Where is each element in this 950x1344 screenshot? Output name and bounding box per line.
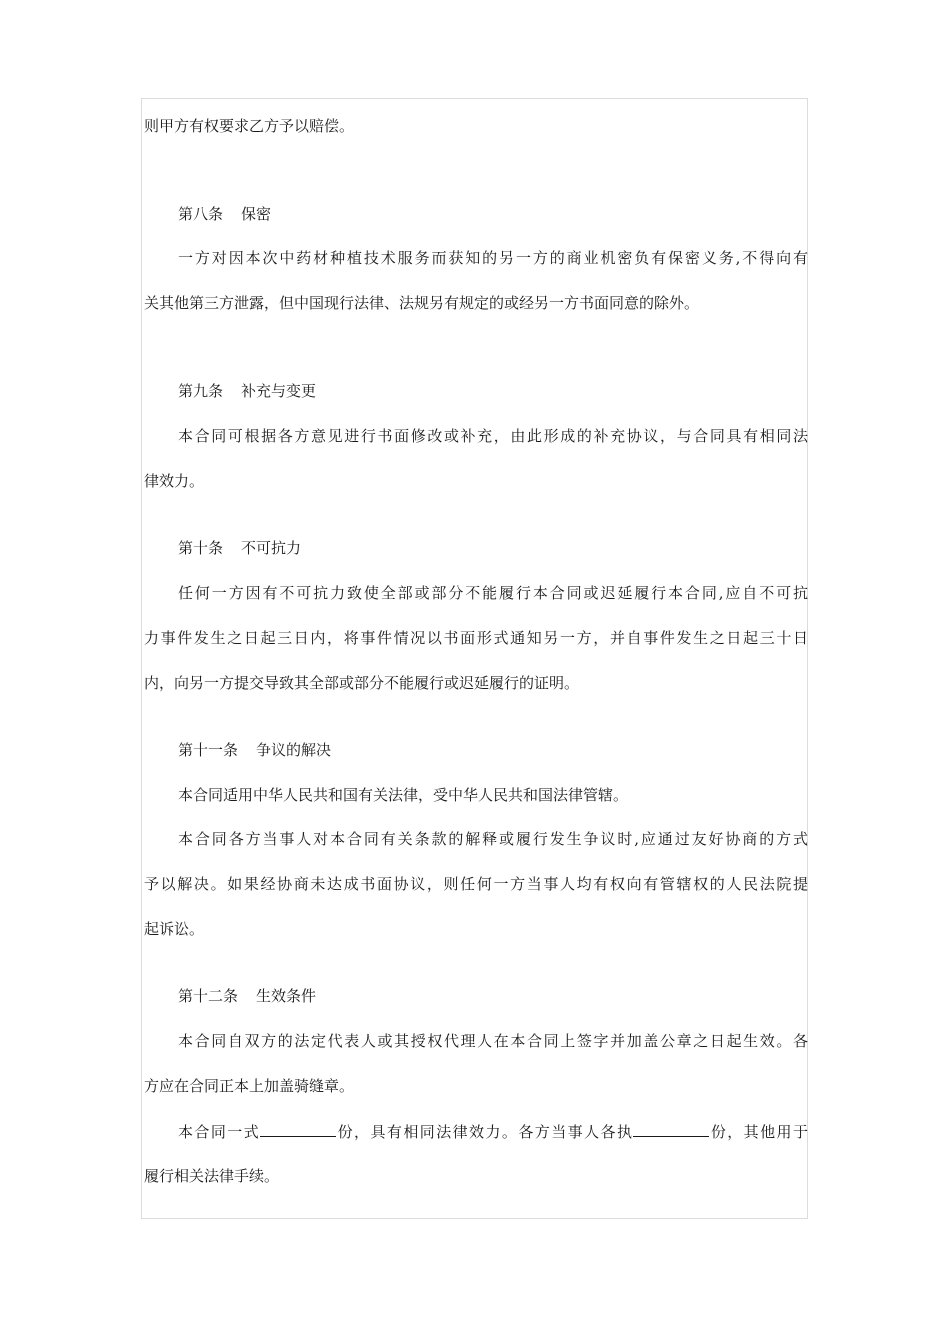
- text-line: 任何一方因有不可抗力致使全部或部分不能履行本合同或迟延履行本合同,应自不可抗: [178, 584, 808, 602]
- text-line: 本合同各方当事人对本合同有关条款的解释或履行发生争议时,应通过友好协商的方式: [178, 830, 808, 848]
- text-line: 律效力。: [144, 472, 205, 490]
- article-number: 第十条: [178, 539, 224, 557]
- text-line: 一方对因本次中药材种植技术服务而获知的另一方的商业机密负有保密义务,不得向有: [178, 249, 808, 267]
- text-line: 则甲方有权要求乙方予以赔偿。: [144, 117, 355, 135]
- article-number: 第八条: [178, 205, 224, 223]
- article-title: 争议的解决: [256, 741, 332, 759]
- article-8-heading: [178, 204, 271, 224]
- text-segment: 本合同一式: [178, 1123, 261, 1141]
- article-number: 第十二条: [178, 987, 239, 1005]
- article-number: 第九条: [178, 382, 224, 400]
- article-title: 保密: [241, 205, 272, 223]
- text-line: 内，向另一方提交导致其全部或部分不能履行或迟延履行的证明。: [144, 674, 580, 692]
- text-line: 方应在合同正本上加盖骑缝章。: [144, 1077, 355, 1095]
- text-line: 起诉讼。: [144, 920, 205, 938]
- article-10-heading: [178, 538, 301, 558]
- article-number: 第十一条: [178, 741, 239, 759]
- text-segment: 份，具有相同法律效力。各方当事人各执: [336, 1123, 634, 1141]
- text-line: 履行相关法律手续。: [144, 1167, 280, 1185]
- held-copies-blank: [633, 1121, 709, 1137]
- text-segment: 份，其他用于: [709, 1123, 808, 1141]
- article-title: 补充与变更: [241, 382, 317, 400]
- copies-blank: [260, 1121, 336, 1137]
- text-line: 本合同可根据各方意见进行书面修改或补充，由此形成的补充协议，与合同具有相同法: [178, 427, 808, 445]
- text-line: 本合同自双方的法定代表人或其授权代理人在本合同上签字并加盖公章之日起生效。各: [178, 1032, 808, 1050]
- article-title: 生效条件: [256, 987, 317, 1005]
- text-line: 力事件发生之日起三日内，将事件情况以书面形式通知另一方，并自事件发生之日起三十日: [144, 629, 808, 647]
- article-title: 不可抗力: [241, 539, 302, 557]
- text-line: 予以解决。如果经协商未达成书面协议，则任何一方当事人均有权向有管辖权的人民法院提: [144, 875, 808, 893]
- copies-line: [178, 1121, 808, 1142]
- article-12-heading: [178, 986, 316, 1006]
- article-9-heading: [178, 381, 316, 401]
- article-11-heading: [178, 740, 331, 760]
- text-line: 本合同适用中华人民共和国有关法律，受中华人民共和国法律管辖。: [178, 786, 629, 804]
- text-line: 关其他第三方泄露，但中国现行法律、法规另有规定的或经另一方书面同意的除外。: [144, 294, 700, 312]
